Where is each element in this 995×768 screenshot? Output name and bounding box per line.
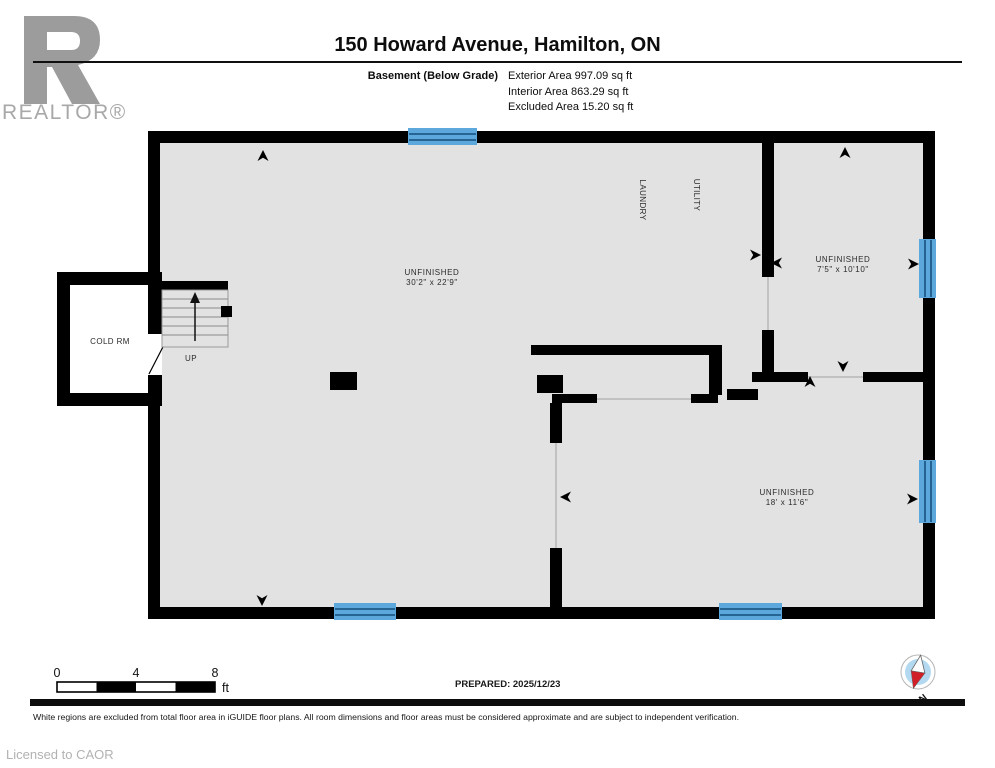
- scale-tick-0: 0: [53, 666, 61, 680]
- room-label-laundry: LAUNDRY: [638, 179, 647, 221]
- window-top-icon: [408, 128, 477, 145]
- scale-tick-4: 4: [132, 666, 140, 680]
- footer-rule: [30, 699, 965, 706]
- room-label-topright-name: UNFINISHED: [815, 255, 871, 264]
- room-label-topright-dims: 7'5" x 10'10": [817, 265, 869, 274]
- room-label-main-dims: 30'2" x 22'9": [406, 278, 458, 287]
- disclaimer-text: White regions are excluded from total floor area in iGUIDE floor plans. All room dimensions and floor areas must be considered approximate and are subject to independent verification.: [33, 712, 739, 722]
- window-right-upper-icon: [919, 239, 936, 298]
- stairs: [162, 290, 232, 347]
- room-label-utility: UTILITY: [692, 178, 701, 212]
- page-title: 150 Howard Avenue, Hamilton, ON: [334, 34, 661, 56]
- area-interior: Interior Area 863.29 sq ft: [508, 86, 629, 98]
- compass-icon: [901, 654, 935, 705]
- prepared-date: PREPARED: 2025/12/23: [455, 679, 561, 690]
- room-label-main-name: UNFINISHED: [404, 268, 460, 277]
- floor-label: Basement (Below Grade): [367, 70, 498, 82]
- window-right-lower-icon: [919, 460, 936, 523]
- scale-tick-8: 8: [211, 666, 219, 680]
- room-label-bottomright-name: UNFINISHED: [759, 488, 815, 497]
- room-label-cold-room: COLD RM: [90, 337, 130, 346]
- realtor-wordmark: REALTOR®: [2, 101, 127, 124]
- window-bottom-left-icon: [334, 603, 396, 620]
- room-label-bottomright-dims: 18' x 11'6": [765, 498, 809, 507]
- license-text: Licensed to CAOR: [6, 747, 114, 762]
- scale-unit: ft: [222, 681, 229, 695]
- scale-bar: [54, 666, 230, 695]
- window-bottom-right-icon: [719, 603, 782, 620]
- area-exterior: Exterior Area 997.09 sq ft: [508, 70, 633, 82]
- stairs-up-label: UP: [185, 354, 197, 363]
- area-excluded: Excluded Area 15.20 sq ft: [508, 101, 634, 113]
